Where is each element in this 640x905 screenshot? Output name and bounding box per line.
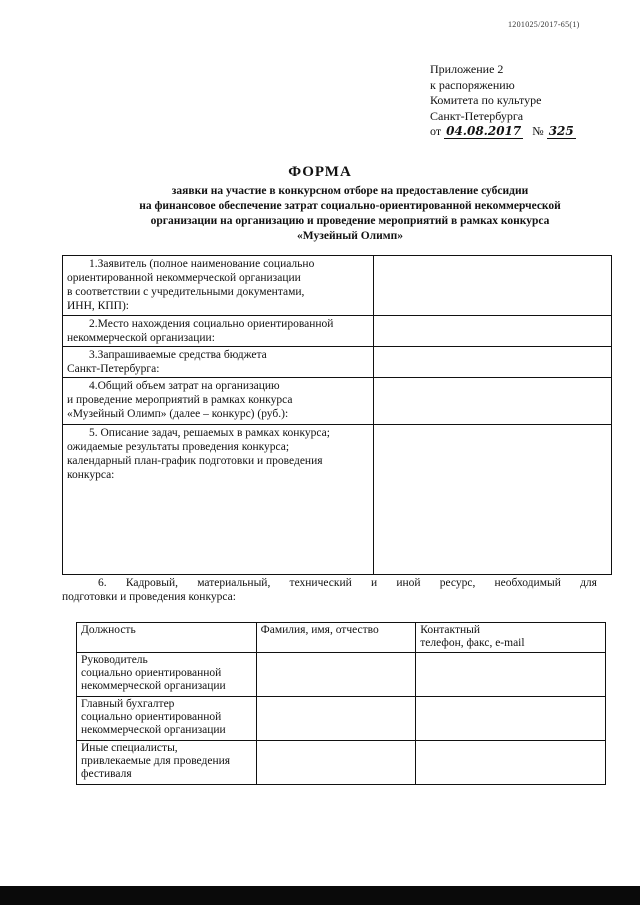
position-cell (77, 741, 257, 785)
appendix-block (430, 62, 576, 140)
subtitle-line: «Музейный Олимп» (297, 230, 403, 242)
question-line: Санкт-Петербурга: (67, 363, 160, 375)
question-line: календарный план-график подготовки и проведения (67, 455, 323, 467)
contacts-field[interactable] (416, 741, 606, 785)
question-line: конкурса: (67, 469, 115, 481)
question-line: ожидаемые результаты проведения конкурса; (67, 441, 290, 453)
question-line: ИНН, КПП): (67, 300, 129, 312)
question-line: «Музейный Олимп» (далее – конкурс) (руб.): (67, 408, 289, 420)
name-field[interactable] (256, 653, 416, 697)
question-cell (63, 378, 374, 425)
question-line: некоммерческой организации: (67, 332, 215, 344)
question-line: и проведение мероприятий в рамках конкурса (67, 394, 293, 406)
cell-line: социально ориентированной (81, 711, 222, 723)
table-header-row (77, 623, 606, 653)
section-6-word: материальный, (197, 577, 271, 589)
question-cell (63, 316, 374, 347)
column-header-contacts (416, 623, 606, 653)
scan-edge-bar (0, 886, 640, 905)
answer-field[interactable] (373, 347, 611, 378)
table-row (63, 256, 612, 316)
question-line: 4.Общий объем затрат на организацию (89, 380, 280, 392)
appendix-line: Санкт-Петербурга (430, 108, 524, 123)
answer-field[interactable] (373, 378, 611, 425)
document-id: 1201025/2017-65(1) (508, 20, 580, 29)
cell-line: некоммерческой организации (81, 680, 226, 692)
cell-line: Главный бухгалтер (81, 698, 175, 710)
appendix-line: Комитета по культуре (430, 93, 542, 107)
contacts-field[interactable] (416, 653, 606, 697)
header-line: Контактный (420, 624, 481, 636)
handwritten-date: 04.08.2017 (446, 124, 522, 138)
subtitle-line: заявки на участие в конкурсном отборе на предоставление субсидии (171, 185, 529, 197)
table-row (77, 697, 606, 741)
table-row (63, 378, 612, 425)
position-cell (77, 653, 257, 697)
question-cell (63, 347, 374, 378)
question-line: в соответствии с учредительными документами, (67, 286, 305, 298)
section-6-word: технический (289, 577, 352, 589)
answer-field[interactable] (373, 256, 611, 316)
section-6-word: ресурс, (439, 577, 476, 589)
question-cell (63, 256, 374, 316)
table-row (77, 653, 606, 697)
cell-line: Руководитель (81, 654, 148, 666)
question-line: 2.Место нахождения социально ориентированной (89, 318, 334, 330)
answer-field[interactable] (373, 425, 611, 575)
name-field[interactable] (256, 741, 416, 785)
appendix-line: Приложение 2 (430, 62, 504, 76)
table-row (63, 347, 612, 378)
section-6-line: подготовки и проведения конкурса: (62, 591, 236, 603)
appendix-line: к распоряжению (430, 77, 515, 92)
date-prefix: от (430, 124, 442, 138)
form-subtitle (105, 184, 595, 244)
form-title: ФОРМА (288, 164, 352, 180)
section-6-word: необходимый (494, 577, 561, 589)
subtitle-line: на финансовое обеспечение затрат социально-ориентированной некоммерческой (139, 200, 561, 212)
staff-table (76, 622, 606, 785)
section-6-paragraph (62, 576, 597, 604)
table-row (63, 316, 612, 347)
cell-line: некоммерческой организации (81, 724, 226, 736)
application-table (62, 255, 612, 575)
handwritten-number: 325 (548, 124, 574, 138)
cell-line: фестиваля (81, 768, 132, 780)
table-row (77, 741, 606, 785)
name-field[interactable] (256, 697, 416, 741)
question-line: 1.Заявитель (полное наименование социально (89, 258, 315, 270)
column-header-name: Фамилия, имя, отчество (256, 623, 416, 653)
position-cell (77, 697, 257, 741)
contacts-field[interactable] (416, 697, 606, 741)
question-cell (63, 425, 374, 575)
section-6-word: для (580, 577, 597, 589)
number-prefix: № (532, 124, 544, 138)
section-6-word: и (370, 577, 378, 589)
question-line: ориентированной некоммерческой организации (67, 272, 301, 284)
header-line: телефон, факс, e-mail (420, 637, 525, 649)
appendix-date-line (430, 124, 576, 140)
section-6-word: Кадровый, (125, 577, 178, 589)
cell-line: привлекаемые для проведения (81, 755, 231, 767)
subtitle-line: организации на организацию и проведение мероприятий в рамках конкурса (150, 215, 550, 227)
answer-field[interactable] (373, 316, 611, 347)
question-line: 5. Описание задач, решаемых в рамках конкурса; (89, 427, 330, 439)
question-line: 3.Запрашиваемые средства бюджета (89, 349, 267, 361)
section-6-number: 6. (98, 577, 107, 589)
cell-line: Иные специалисты, (81, 742, 178, 754)
table-row (63, 425, 612, 575)
section-6-word: иной (396, 577, 421, 589)
section-6-line (62, 576, 597, 590)
cell-line: социально ориентированной (81, 667, 222, 679)
column-header-position: Должность (77, 623, 257, 653)
